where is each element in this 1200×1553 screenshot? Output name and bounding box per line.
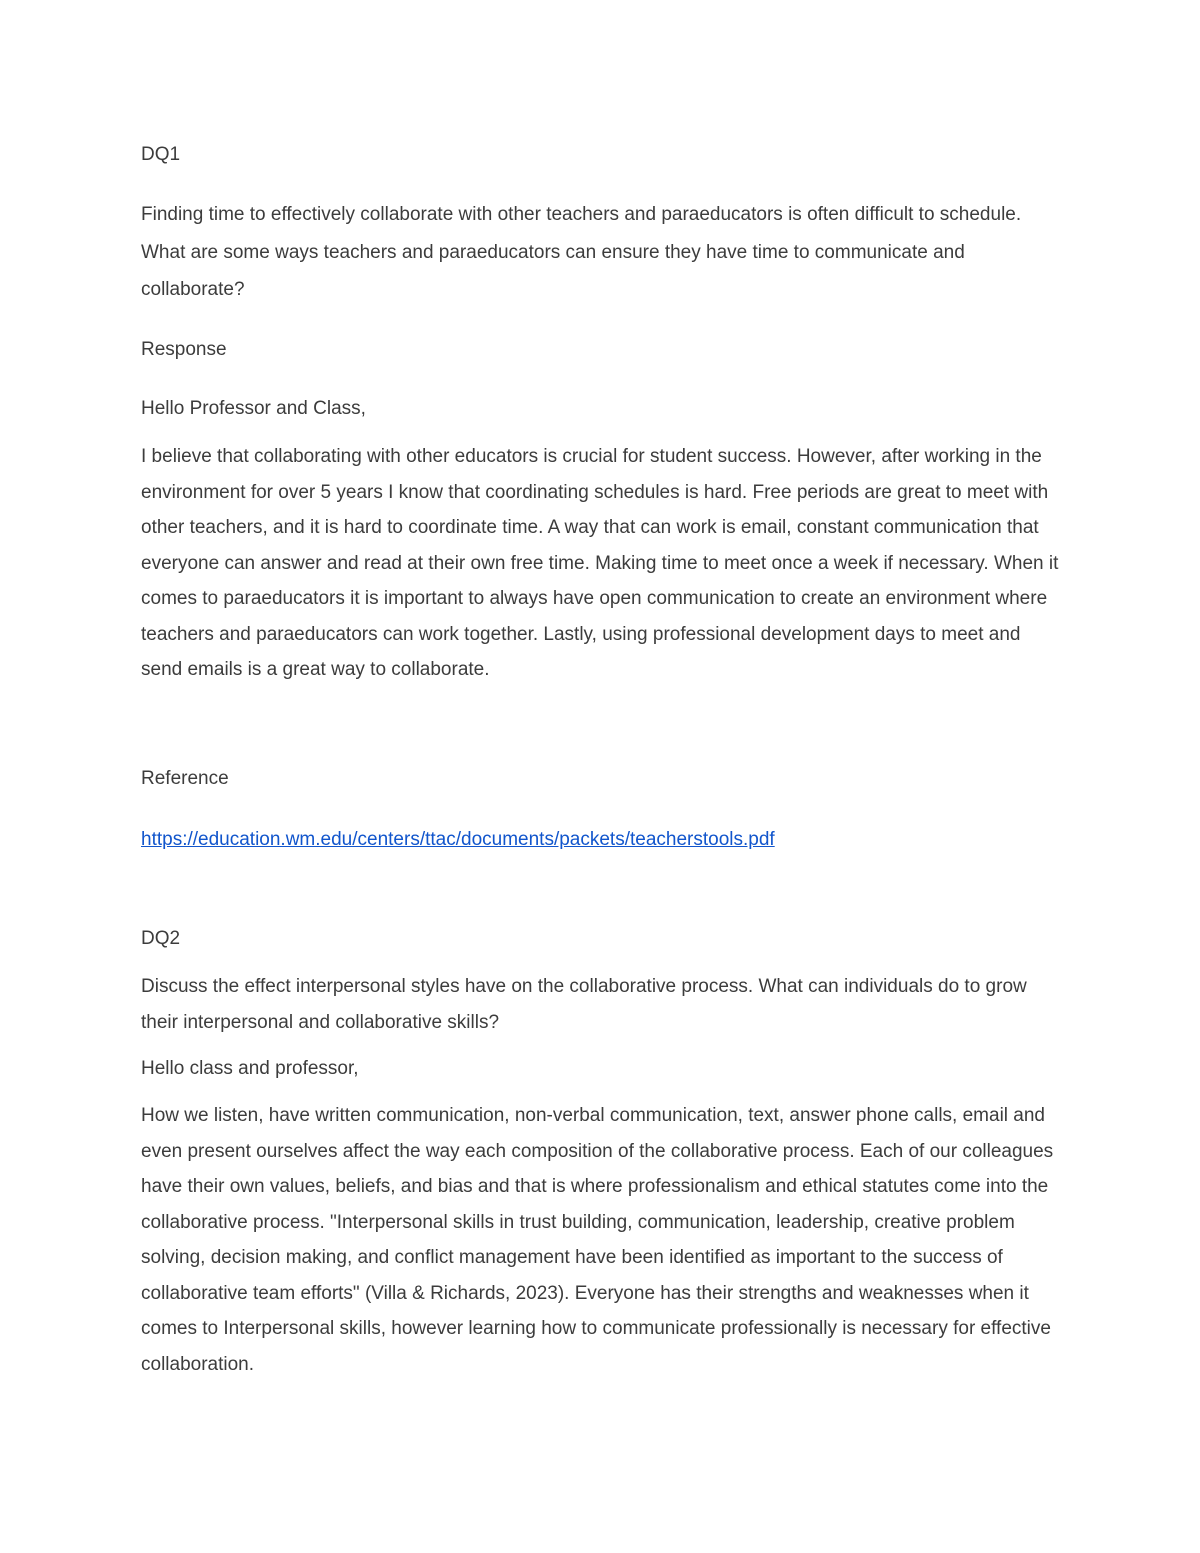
dq1-response-label: Response — [141, 339, 227, 360]
dq1-greeting: Hello Professor and Class, — [141, 398, 366, 419]
dq1-question: Finding time to effectively collaborate with other teachers and paraeducators is often difficult to schedule. What are some ways teachers and paraeducators can ensure they have time to communicate and collaborate? — [141, 204, 1022, 300]
dq2-greeting: Hello class and professor, — [141, 1058, 359, 1079]
dq2-response-body: How we listen, have written communication, non-verbal communication, text, answer phone calls, email and even present ourselves affect the way each composition of the collaborative process. Each of our colleagues have their own values, beliefs, and bias and that is where professionalism and ethical statutes come into the collaborative process. "Interpersonal skills in trust building, communication, leadership, creative problem solving, decision making, and conflict management have been identified as important to the success of collaborative team efforts" (Villa & Richards, 2023). Everyone has their strengths and weaknesses when it comes to Interpersonal skills, however learning how to communicate professionally is necessary for effective collaboration. — [141, 1105, 1054, 1375]
dq1-reference-label: Reference — [141, 768, 229, 789]
dq1-heading: DQ1 — [141, 144, 181, 165]
dq1-reference-paragraph — [141, 822, 1061, 858]
reference-link[interactable]: https://education.wm.edu/centers/ttac/documents/packets/teacherstools.pdf — [141, 829, 775, 850]
dq2-question: Discuss the effect interpersonal styles have on the collaborative process. What can individuals do to grow their interpersonal and collaborative skills? — [141, 976, 1027, 1033]
dq1-response-body: I believe that collaborating with other educators is crucial for student success. However, after working in the environment for over 5 years I know that coordinating schedules is hard. Free periods are great to meet with other teachers, and it is hard to coordinate time. A way that can work is email, constant communication that everyone can answer and read at their own free time. Making time to meet once a week if necessary. When it comes to paraeducators it is important to always have open communication to create an environment where teachers and paraeducators can work together. Lastly, using professional development days to meet and send emails is a great way to collaborate. — [141, 446, 1059, 680]
dq2-heading: DQ2 — [141, 928, 181, 949]
